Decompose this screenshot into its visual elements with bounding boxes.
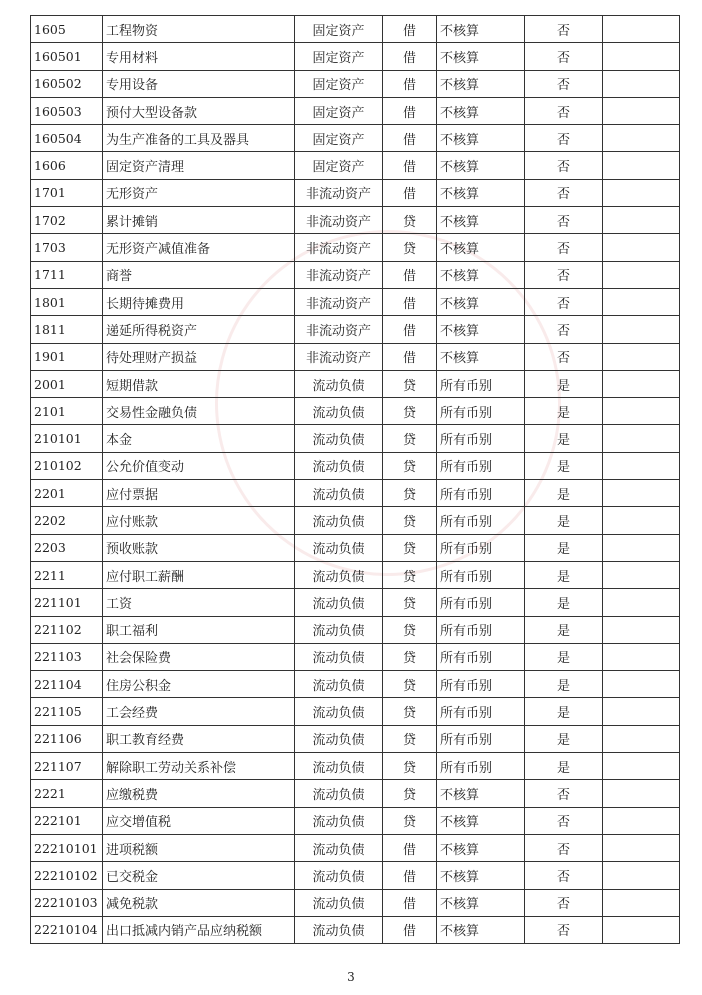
empty-cell (603, 261, 680, 288)
empty-cell (603, 16, 680, 43)
balance-direction: 贷 (383, 671, 437, 698)
account-code: 160501 (31, 43, 103, 70)
empty-cell (603, 698, 680, 725)
account-name: 预付大型设备款 (103, 97, 295, 124)
account-code: 22210101 (31, 834, 103, 861)
account-category: 流动负债 (295, 561, 383, 588)
account-category: 流动负债 (295, 671, 383, 698)
empty-cell (603, 343, 680, 370)
account-code: 22210104 (31, 916, 103, 943)
currency-accounting: 不核算 (437, 43, 525, 70)
account-code: 1811 (31, 316, 103, 343)
account-code: 210102 (31, 452, 103, 479)
flag-cell: 否 (525, 207, 603, 234)
balance-direction: 贷 (383, 234, 437, 261)
table-row (31, 125, 680, 152)
flag-cell: 否 (525, 234, 603, 261)
currency-accounting: 不核算 (437, 152, 525, 179)
balance-direction: 借 (383, 179, 437, 206)
currency-accounting: 所有币别 (437, 480, 525, 507)
flag-cell: 是 (525, 452, 603, 479)
balance-direction: 借 (383, 343, 437, 370)
account-category: 流动负债 (295, 480, 383, 507)
empty-cell (603, 370, 680, 397)
table-row (31, 671, 680, 698)
account-category: 非流动资产 (295, 179, 383, 206)
currency-accounting: 所有币别 (437, 643, 525, 670)
table-row (31, 316, 680, 343)
table-row (31, 179, 680, 206)
account-category: 流动负债 (295, 725, 383, 752)
account-code: 2101 (31, 398, 103, 425)
table-row (31, 70, 680, 97)
flag-cell: 是 (525, 725, 603, 752)
account-code: 1801 (31, 288, 103, 315)
account-category: 非流动资产 (295, 261, 383, 288)
table-row (31, 507, 680, 534)
account-name: 工资 (103, 589, 295, 616)
table-row (31, 643, 680, 670)
currency-accounting: 不核算 (437, 207, 525, 234)
flag-cell: 是 (525, 561, 603, 588)
account-category: 流动负债 (295, 753, 383, 780)
account-code: 1702 (31, 207, 103, 234)
account-code: 221103 (31, 643, 103, 670)
account-category: 流动负债 (295, 807, 383, 834)
account-name: 职工教育经费 (103, 725, 295, 752)
empty-cell (603, 643, 680, 670)
balance-direction: 贷 (383, 398, 437, 425)
account-name: 进项税额 (103, 834, 295, 861)
currency-accounting: 所有币别 (437, 671, 525, 698)
flag-cell: 否 (525, 179, 603, 206)
currency-accounting: 所有币别 (437, 561, 525, 588)
table-row (31, 425, 680, 452)
balance-direction: 贷 (383, 589, 437, 616)
account-name: 递延所得税资产 (103, 316, 295, 343)
table-row (31, 16, 680, 43)
account-category: 流动负债 (295, 834, 383, 861)
empty-cell (603, 780, 680, 807)
flag-cell: 是 (525, 534, 603, 561)
currency-accounting: 不核算 (437, 862, 525, 889)
account-name: 应缴税费 (103, 780, 295, 807)
account-name: 累计摊销 (103, 207, 295, 234)
balance-direction: 借 (383, 288, 437, 315)
account-category: 流动负债 (295, 398, 383, 425)
currency-accounting: 不核算 (437, 780, 525, 807)
account-table (30, 15, 680, 944)
account-name: 应付票据 (103, 480, 295, 507)
account-category: 流动负债 (295, 916, 383, 943)
currency-accounting: 不核算 (437, 916, 525, 943)
account-category: 固定资产 (295, 16, 383, 43)
account-code: 1605 (31, 16, 103, 43)
account-name: 已交税金 (103, 862, 295, 889)
balance-direction: 贷 (383, 480, 437, 507)
account-name: 为生产准备的工具及器具 (103, 125, 295, 152)
account-code: 22210103 (31, 889, 103, 916)
table-row (31, 807, 680, 834)
currency-accounting: 所有币别 (437, 452, 525, 479)
page-number: 3 (347, 970, 355, 984)
balance-direction: 借 (383, 862, 437, 889)
account-name: 减免税款 (103, 889, 295, 916)
account-name: 社会保险费 (103, 643, 295, 670)
account-name: 工程物资 (103, 16, 295, 43)
empty-cell (603, 179, 680, 206)
account-code: 1703 (31, 234, 103, 261)
account-code: 1701 (31, 179, 103, 206)
currency-accounting: 不核算 (437, 234, 525, 261)
empty-cell (603, 480, 680, 507)
flag-cell: 否 (525, 43, 603, 70)
currency-accounting: 不核算 (437, 889, 525, 916)
account-category: 非流动资产 (295, 207, 383, 234)
account-code: 221104 (31, 671, 103, 698)
table-row (31, 452, 680, 479)
balance-direction: 借 (383, 316, 437, 343)
table-row (31, 698, 680, 725)
account-category: 非流动资产 (295, 316, 383, 343)
account-code: 2001 (31, 370, 103, 397)
balance-direction: 借 (383, 152, 437, 179)
currency-accounting: 不核算 (437, 834, 525, 861)
balance-direction: 贷 (383, 425, 437, 452)
table-row (31, 261, 680, 288)
flag-cell: 是 (525, 671, 603, 698)
account-code: 160502 (31, 70, 103, 97)
account-code: 22210102 (31, 862, 103, 889)
table-row (31, 480, 680, 507)
flag-cell: 是 (525, 507, 603, 534)
balance-direction: 贷 (383, 370, 437, 397)
account-category: 流动负债 (295, 616, 383, 643)
flag-cell: 是 (525, 370, 603, 397)
flag-cell: 是 (525, 698, 603, 725)
account-category: 固定资产 (295, 43, 383, 70)
flag-cell: 是 (525, 589, 603, 616)
empty-cell (603, 561, 680, 588)
account-name: 本金 (103, 425, 295, 452)
flag-cell: 否 (525, 834, 603, 861)
table-row (31, 753, 680, 780)
balance-direction: 借 (383, 97, 437, 124)
empty-cell (603, 43, 680, 70)
table-row (31, 589, 680, 616)
table-row (31, 834, 680, 861)
account-name: 商誉 (103, 261, 295, 288)
empty-cell (603, 916, 680, 943)
balance-direction: 贷 (383, 807, 437, 834)
flag-cell: 是 (525, 753, 603, 780)
empty-cell (603, 834, 680, 861)
account-code: 2201 (31, 480, 103, 507)
account-category: 固定资产 (295, 125, 383, 152)
empty-cell (603, 398, 680, 425)
account-code: 160503 (31, 97, 103, 124)
account-category: 非流动资产 (295, 234, 383, 261)
table-row (31, 534, 680, 561)
flag-cell: 否 (525, 343, 603, 370)
account-code: 222101 (31, 807, 103, 834)
account-code: 1606 (31, 152, 103, 179)
currency-accounting: 不核算 (437, 70, 525, 97)
flag-cell: 否 (525, 807, 603, 834)
currency-accounting: 不核算 (437, 125, 525, 152)
currency-accounting: 所有币别 (437, 370, 525, 397)
table-row (31, 152, 680, 179)
empty-cell (603, 616, 680, 643)
account-name: 工会经费 (103, 698, 295, 725)
table-row (31, 234, 680, 261)
flag-cell: 否 (525, 862, 603, 889)
account-code: 221101 (31, 589, 103, 616)
empty-cell (603, 671, 680, 698)
account-code: 2211 (31, 561, 103, 588)
account-name: 短期借款 (103, 370, 295, 397)
account-category: 流动负债 (295, 589, 383, 616)
account-name: 待处理财产损益 (103, 343, 295, 370)
account-name: 出口抵减内销产品应纳税额 (103, 916, 295, 943)
account-name: 专用设备 (103, 70, 295, 97)
currency-accounting: 不核算 (437, 288, 525, 315)
account-name: 公允价值变动 (103, 452, 295, 479)
empty-cell (603, 97, 680, 124)
balance-direction: 贷 (383, 616, 437, 643)
balance-direction: 贷 (383, 207, 437, 234)
table-row (31, 725, 680, 752)
empty-cell (603, 807, 680, 834)
table-row (31, 616, 680, 643)
flag-cell: 是 (525, 643, 603, 670)
table-row (31, 780, 680, 807)
currency-accounting: 所有币别 (437, 534, 525, 561)
account-code: 221105 (31, 698, 103, 725)
account-name: 固定资产清理 (103, 152, 295, 179)
account-name: 专用材料 (103, 43, 295, 70)
account-category: 流动负债 (295, 370, 383, 397)
account-code: 1901 (31, 343, 103, 370)
table-row (31, 343, 680, 370)
account-category: 流动负债 (295, 425, 383, 452)
account-code: 2202 (31, 507, 103, 534)
account-name: 应交增值税 (103, 807, 295, 834)
account-code: 210101 (31, 425, 103, 452)
empty-cell (603, 534, 680, 561)
empty-cell (603, 288, 680, 315)
table-row (31, 370, 680, 397)
account-name: 无形资产 (103, 179, 295, 206)
table-row (31, 398, 680, 425)
balance-direction: 贷 (383, 507, 437, 534)
currency-accounting: 不核算 (437, 261, 525, 288)
currency-accounting: 所有币别 (437, 753, 525, 780)
currency-accounting: 不核算 (437, 807, 525, 834)
currency-accounting: 不核算 (437, 316, 525, 343)
balance-direction: 贷 (383, 698, 437, 725)
flag-cell: 否 (525, 316, 603, 343)
empty-cell (603, 234, 680, 261)
table-row (31, 97, 680, 124)
flag-cell: 是 (525, 398, 603, 425)
empty-cell (603, 207, 680, 234)
currency-accounting: 不核算 (437, 16, 525, 43)
account-code: 221106 (31, 725, 103, 752)
table-row (31, 862, 680, 889)
empty-cell (603, 316, 680, 343)
empty-cell (603, 862, 680, 889)
table-row (31, 43, 680, 70)
account-code: 221102 (31, 616, 103, 643)
flag-cell: 是 (525, 425, 603, 452)
empty-cell (603, 452, 680, 479)
account-category: 流动负债 (295, 643, 383, 670)
account-code: 160504 (31, 125, 103, 152)
balance-direction: 贷 (383, 780, 437, 807)
account-category: 固定资产 (295, 152, 383, 179)
account-code: 221107 (31, 753, 103, 780)
currency-accounting: 不核算 (437, 97, 525, 124)
balance-direction: 借 (383, 16, 437, 43)
currency-accounting: 不核算 (437, 179, 525, 206)
account-name: 预收账款 (103, 534, 295, 561)
empty-cell (603, 70, 680, 97)
account-category: 流动负债 (295, 889, 383, 916)
account-name: 长期待摊费用 (103, 288, 295, 315)
balance-direction: 借 (383, 125, 437, 152)
balance-direction: 借 (383, 70, 437, 97)
empty-cell (603, 889, 680, 916)
balance-direction: 借 (383, 916, 437, 943)
account-name: 交易性金融负债 (103, 398, 295, 425)
currency-accounting: 所有币别 (437, 507, 525, 534)
balance-direction: 贷 (383, 753, 437, 780)
account-category: 流动负债 (295, 452, 383, 479)
currency-accounting: 所有币别 (437, 589, 525, 616)
balance-direction: 贷 (383, 561, 437, 588)
account-code: 1711 (31, 261, 103, 288)
table-row (31, 561, 680, 588)
flag-cell: 否 (525, 152, 603, 179)
flag-cell: 否 (525, 288, 603, 315)
empty-cell (603, 507, 680, 534)
account-category: 非流动资产 (295, 288, 383, 315)
account-name: 住房公积金 (103, 671, 295, 698)
currency-accounting: 所有币别 (437, 425, 525, 452)
flag-cell: 是 (525, 616, 603, 643)
account-code: 2221 (31, 780, 103, 807)
table-row (31, 207, 680, 234)
balance-direction: 借 (383, 43, 437, 70)
empty-cell (603, 753, 680, 780)
flag-cell: 否 (525, 261, 603, 288)
account-category: 流动负债 (295, 698, 383, 725)
flag-cell: 否 (525, 780, 603, 807)
empty-cell (603, 125, 680, 152)
account-code: 2203 (31, 534, 103, 561)
flag-cell: 否 (525, 916, 603, 943)
flag-cell: 否 (525, 125, 603, 152)
account-name: 应付账款 (103, 507, 295, 534)
account-category: 固定资产 (295, 97, 383, 124)
account-category: 流动负债 (295, 507, 383, 534)
table-row (31, 916, 680, 943)
table-row (31, 889, 680, 916)
flag-cell: 否 (525, 97, 603, 124)
account-category: 流动负债 (295, 780, 383, 807)
account-name: 应付职工薪酬 (103, 561, 295, 588)
table-row (31, 288, 680, 315)
flag-cell: 是 (525, 480, 603, 507)
flag-cell: 否 (525, 70, 603, 97)
account-name: 解除职工劳动关系补偿 (103, 753, 295, 780)
balance-direction: 贷 (383, 643, 437, 670)
flag-cell: 否 (525, 889, 603, 916)
currency-accounting: 所有币别 (437, 616, 525, 643)
currency-accounting: 不核算 (437, 343, 525, 370)
account-category: 固定资产 (295, 70, 383, 97)
empty-cell (603, 152, 680, 179)
account-table-body (31, 16, 680, 944)
currency-accounting: 所有币别 (437, 725, 525, 752)
balance-direction: 借 (383, 834, 437, 861)
empty-cell (603, 425, 680, 452)
currency-accounting: 所有币别 (437, 398, 525, 425)
empty-cell (603, 725, 680, 752)
account-category: 流动负债 (295, 534, 383, 561)
account-name: 职工福利 (103, 616, 295, 643)
balance-direction: 贷 (383, 725, 437, 752)
account-category: 流动负债 (295, 862, 383, 889)
balance-direction: 贷 (383, 534, 437, 561)
balance-direction: 借 (383, 889, 437, 916)
currency-accounting: 所有币别 (437, 698, 525, 725)
account-category: 非流动资产 (295, 343, 383, 370)
empty-cell (603, 589, 680, 616)
flag-cell: 否 (525, 16, 603, 43)
balance-direction: 贷 (383, 452, 437, 479)
balance-direction: 借 (383, 261, 437, 288)
account-name: 无形资产减值准备 (103, 234, 295, 261)
